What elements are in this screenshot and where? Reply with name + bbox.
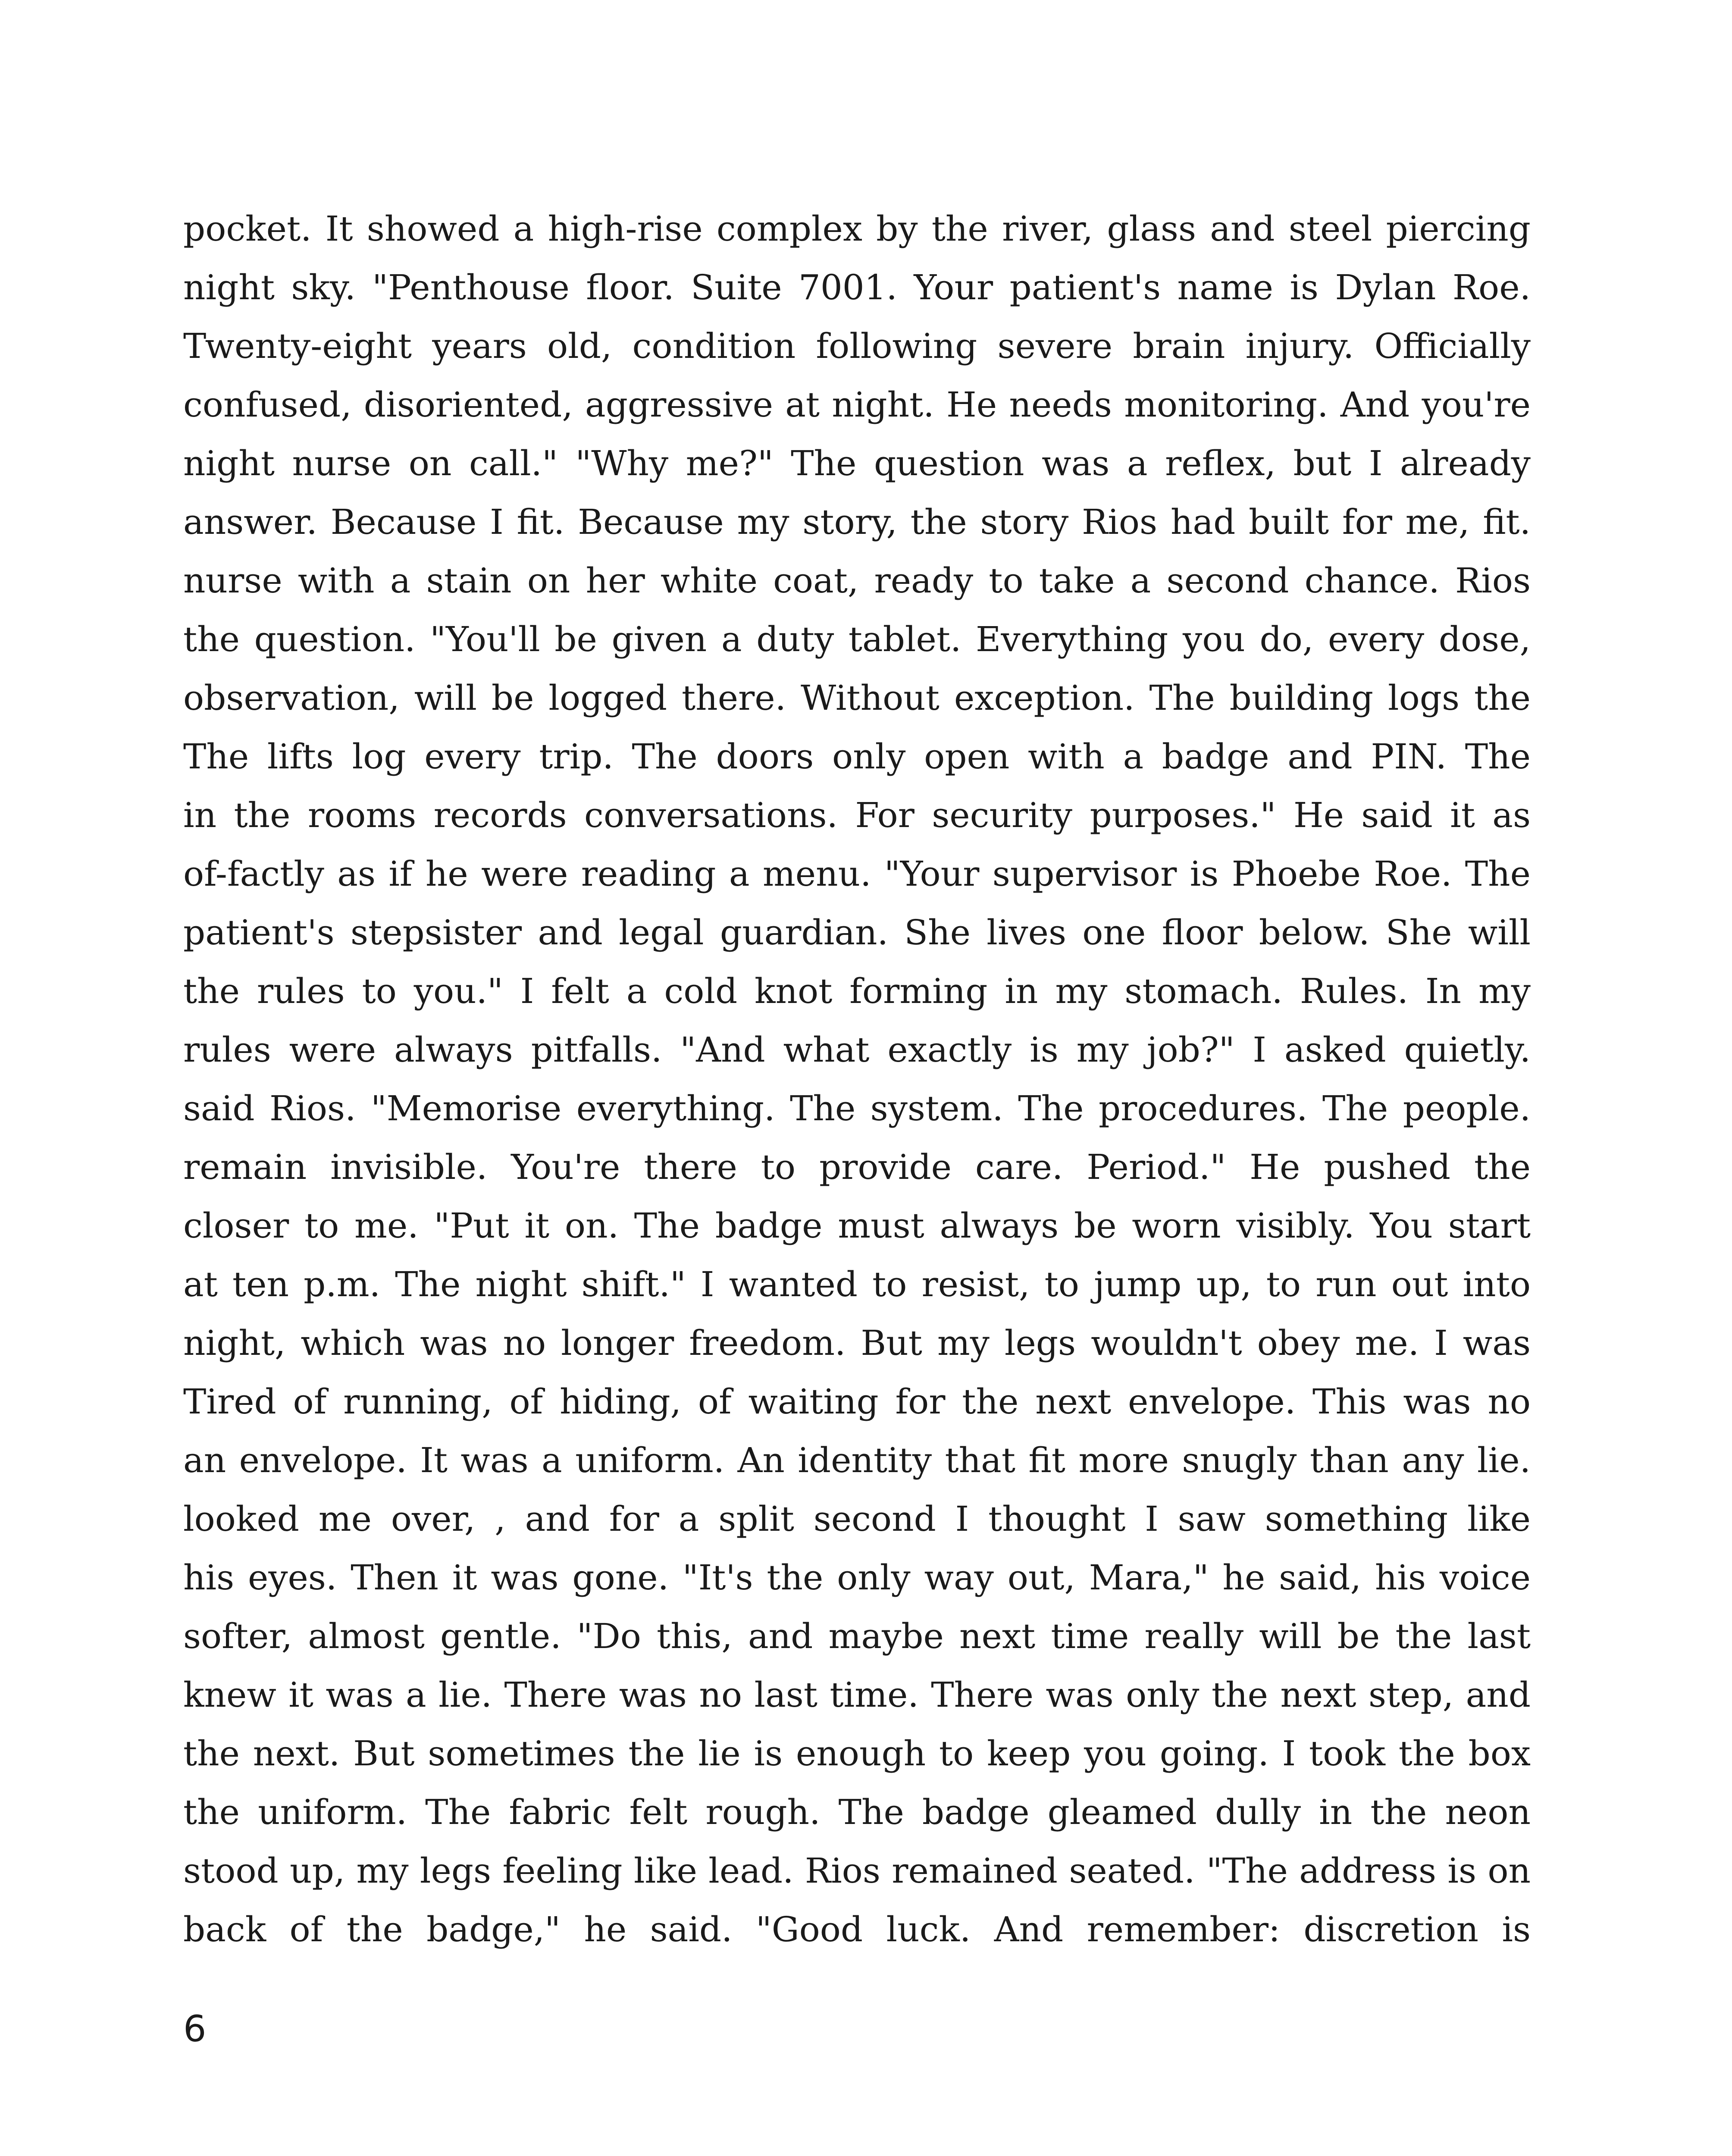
text-line: stood up, my legs feeling like lead. Rios remained seated. "The address is on bbox=[183, 1851, 1531, 1891]
text-line: in the rooms records conversations. For security purposes." He said it as bbox=[183, 795, 1531, 835]
text-line: said Rios. "Memorise everything. The system. The procedures. The people. bbox=[183, 1088, 1531, 1128]
text-line: looked me over, , and for a split second I thought I saw something like bbox=[183, 1499, 1531, 1539]
text-line: of-factly as if he were reading a menu. "Your supervisor is Phoebe Roe. The bbox=[183, 854, 1531, 894]
text-line: nurse with a stain on her white coat, ready to take a second chance. Rios bbox=[183, 561, 1531, 601]
text-line: night, which was no longer freedom. But my legs wouldn't obey me. I was bbox=[183, 1323, 1531, 1363]
text-line: knew it was a lie. There was no last time. There was only the next step, and bbox=[183, 1675, 1531, 1715]
text-line: observation, will be logged there. Without exception. The building logs the bbox=[183, 678, 1531, 718]
text-line: Twenty-eight years old, condition following severe brain injury. Officially bbox=[183, 326, 1531, 366]
text-line: answer. Because I fit. Because my story, the story Rios had built for me, fit. bbox=[183, 502, 1531, 542]
text-line: The lifts log every trip. The doors only open with a badge and PIN. The bbox=[183, 736, 1531, 777]
text-line: patient's stepsister and legal guardian. She lives one floor below. She will bbox=[183, 912, 1531, 953]
text-line: back of the badge," he said. "Good luck. And remember: discretion is bbox=[183, 1909, 1531, 1949]
text-line: closer to me. "Put it on. The badge must always be worn visibly. You start bbox=[183, 1206, 1531, 1246]
text-line: remain invisible. You're there to provide care. Period." He pushed the bbox=[183, 1147, 1531, 1187]
text-line: softer, almost gentle. "Do this, and maybe next time really will be the last bbox=[183, 1616, 1531, 1656]
text-line: rules were always pitfalls. "And what exactly is my job?" I asked quietly. bbox=[183, 1030, 1531, 1070]
text-line: pocket. It showed a high-rise complex by the river, glass and steel piercing bbox=[183, 209, 1531, 249]
text-line: an envelope. It was a uniform. An identity that fit more snugly than any lie. bbox=[183, 1440, 1531, 1480]
text-line: night nurse on call." "Why me?" The question was a reflex, but I already bbox=[183, 443, 1531, 483]
text-line: the uniform. The fabric felt rough. The badge gleamed dully in the neon bbox=[183, 1792, 1531, 1832]
text-line: the question. "You'll be given a duty tablet. Everything you do, every dose, bbox=[183, 619, 1531, 659]
text-line: Tired of running, of hiding, of waiting for the next envelope. This was no bbox=[183, 1382, 1531, 1422]
body-text bbox=[183, 200, 1531, 1959]
text-line: the rules to you." I felt a cold knot forming in my stomach. Rules. In my bbox=[183, 971, 1531, 1011]
text-line: night sky. "Penthouse floor. Suite 7001. Your patient's name is Dylan Roe. bbox=[183, 267, 1531, 307]
text-line: the next. But sometimes the lie is enough to keep you going. I took the box bbox=[183, 1733, 1531, 1774]
text-line: at ten p.m. The night shift." I wanted to resist, to jump up, to run out into bbox=[183, 1264, 1531, 1304]
text-line: confused, disoriented, aggressive at night. He needs monitoring. And you're bbox=[183, 385, 1531, 425]
page-number: 6 bbox=[183, 2008, 207, 2050]
text-line: his eyes. Then it was gone. "It's the only way out, Mara," he said, his voice bbox=[183, 1557, 1531, 1598]
